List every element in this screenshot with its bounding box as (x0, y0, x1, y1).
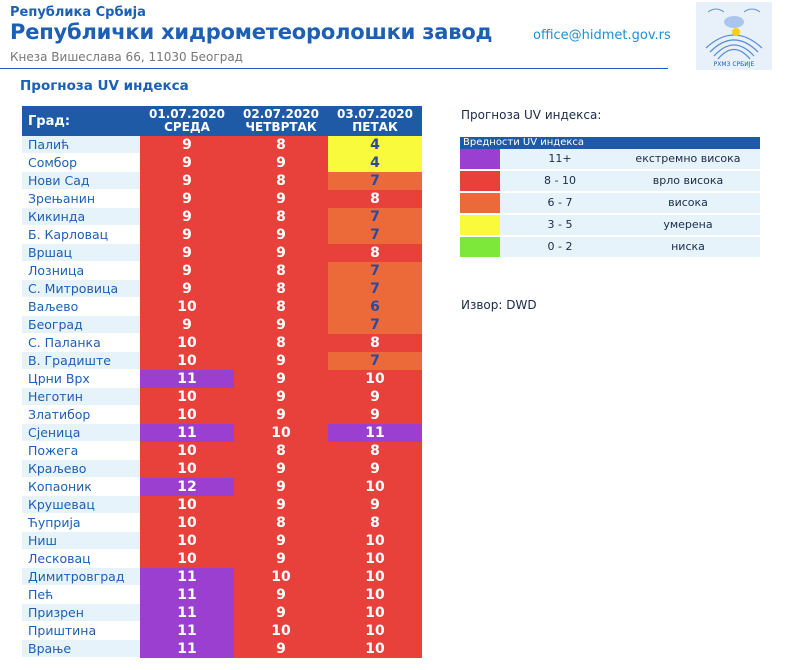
day-2-weekday: ЧЕТВРТАК (245, 120, 317, 134)
city-name: С. Митровица (22, 280, 140, 297)
city-name: Краљево (22, 460, 140, 477)
data-source: Извор: DWD (461, 298, 537, 312)
table-row (22, 460, 422, 478)
uv-value-day-3: 7 (328, 316, 422, 334)
table-row (22, 226, 422, 244)
uv-value-day-1: 12 (140, 478, 234, 496)
uv-value-day-2: 9 (234, 190, 328, 208)
city-name: Пожега (22, 442, 140, 459)
uv-value-day-1: 9 (140, 154, 234, 172)
uv-value-day-1: 10 (140, 442, 234, 460)
city-name: Сомбор (22, 154, 140, 171)
legend-range: 6 - 7 (547, 196, 573, 209)
legend-item (460, 237, 760, 257)
table-row (22, 442, 422, 460)
rhmz-logo-icon[interactable] (696, 2, 772, 70)
city-name: Крушевац (22, 496, 140, 513)
uv-value-day-1: 11 (140, 568, 234, 586)
uv-value-day-1: 11 (140, 370, 234, 388)
uv-value-day-1: 10 (140, 298, 234, 316)
city-name: Копаоник (22, 478, 140, 495)
day-3-date: 03.07.2020 (337, 107, 413, 121)
uv-value-day-1: 9 (140, 226, 234, 244)
uv-value-day-3: 7 (328, 226, 422, 244)
table-row (22, 550, 422, 568)
table-row (22, 154, 422, 172)
uv-value-day-2: 8 (234, 136, 328, 154)
legend-label: умерена (663, 218, 713, 231)
uv-value-day-3: 9 (328, 406, 422, 424)
uv-value-day-2: 9 (234, 640, 328, 658)
city-name: Димитровград (22, 568, 140, 585)
uv-value-day-3: 7 (328, 262, 422, 280)
uv-value-day-2: 9 (234, 370, 328, 388)
uv-value-day-3: 7 (328, 280, 422, 298)
uv-value-day-1: 10 (140, 460, 234, 478)
uv-value-day-2: 10 (234, 622, 328, 640)
uv-value-day-2: 8 (234, 208, 328, 226)
city-name: Кикинда (22, 208, 140, 225)
uv-value-day-3: 10 (328, 604, 422, 622)
uv-value-day-2: 9 (234, 244, 328, 262)
city-name: Ћуприја (22, 514, 140, 531)
uv-value-day-3: 7 (328, 172, 422, 190)
uv-value-day-2: 9 (234, 478, 328, 496)
uv-value-day-1: 10 (140, 532, 234, 550)
city-name: Приштина (22, 622, 140, 639)
city-name: Призрен (22, 604, 140, 621)
table-row (22, 262, 422, 280)
uv-value-day-2: 8 (234, 334, 328, 352)
legend-swatch (460, 171, 500, 191)
uv-value-day-1: 9 (140, 280, 234, 298)
uv-value-day-1: 10 (140, 406, 234, 424)
uv-value-day-2: 9 (234, 154, 328, 172)
uv-value-day-2: 9 (234, 496, 328, 514)
table-row (22, 406, 422, 424)
uv-value-day-2: 9 (234, 532, 328, 550)
uv-value-day-2: 10 (234, 568, 328, 586)
city-name: Нови Сад (22, 172, 140, 189)
header-divider (0, 68, 668, 69)
uv-value-day-1: 9 (140, 316, 234, 334)
day-3-header (329, 108, 421, 134)
table-row (22, 244, 422, 262)
city-name: Врање (22, 640, 140, 657)
uv-value-day-1: 9 (140, 208, 234, 226)
uv-value-day-2: 10 (234, 424, 328, 442)
email-link[interactable]: office@hidmet.gov.rs (533, 28, 671, 43)
uv-value-day-1: 9 (140, 262, 234, 280)
legend-label: екстремно висока (635, 152, 741, 165)
table-row (22, 424, 422, 442)
uv-value-day-3: 10 (328, 640, 422, 658)
uv-value-day-2: 9 (234, 406, 328, 424)
table-row (22, 208, 422, 226)
table-row (22, 388, 422, 406)
uv-value-day-3: 8 (328, 244, 422, 262)
table-row (22, 136, 422, 154)
uv-value-day-1: 11 (140, 622, 234, 640)
city-name: Неготин (22, 388, 140, 405)
uv-value-day-2: 9 (234, 352, 328, 370)
legend-title: Прогноза UV индекса: (461, 108, 602, 122)
uv-value-day-3: 10 (328, 622, 422, 640)
uv-value-day-1: 10 (140, 334, 234, 352)
uv-value-day-3: 7 (328, 352, 422, 370)
uv-value-day-3: 9 (328, 496, 422, 514)
uv-value-day-3: 7 (328, 208, 422, 226)
uv-value-day-3: 10 (328, 568, 422, 586)
city-name: С. Паланка (22, 334, 140, 351)
uv-value-day-3: 10 (328, 532, 422, 550)
uv-value-day-1: 10 (140, 550, 234, 568)
uv-value-day-1: 11 (140, 424, 234, 442)
uv-value-day-1: 11 (140, 586, 234, 604)
day-1-date: 01.07.2020 (149, 107, 225, 121)
uv-value-day-3: 4 (328, 154, 422, 172)
table-row (22, 586, 422, 604)
table-header (22, 106, 422, 136)
uv-value-day-3: 10 (328, 478, 422, 496)
table-row (22, 604, 422, 622)
uv-value-day-2: 9 (234, 226, 328, 244)
page-title: Прогноза UV индекса (20, 78, 189, 94)
city-column-header: Град: (28, 114, 71, 129)
uv-value-day-1: 10 (140, 352, 234, 370)
uv-value-day-2: 9 (234, 388, 328, 406)
uv-value-day-1: 9 (140, 190, 234, 208)
uv-value-day-1: 11 (140, 640, 234, 658)
city-name: Палић (22, 136, 140, 153)
uv-value-day-3: 8 (328, 514, 422, 532)
table-row (22, 532, 422, 550)
city-name: Црни Врх (22, 370, 140, 387)
legend-item (460, 215, 760, 235)
table-row (22, 514, 422, 532)
city-name: Ниш (22, 532, 140, 549)
city-name: Београд (22, 316, 140, 333)
day-3-weekday: ПЕТАК (352, 120, 398, 134)
logo-text: РХМЗ СРБИЈЕ (713, 61, 755, 68)
table-row (22, 334, 422, 352)
city-name: Вршац (22, 244, 140, 261)
uv-value-day-2: 9 (234, 586, 328, 604)
legend-item (460, 149, 760, 169)
uv-value-day-1: 9 (140, 172, 234, 190)
legend-item (460, 171, 760, 191)
city-name: Ваљево (22, 298, 140, 315)
republic-label: Република Србија (10, 5, 146, 20)
table-row (22, 190, 422, 208)
table-row (22, 622, 422, 640)
uv-value-day-3: 10 (328, 370, 422, 388)
city-name: Зрењанин (22, 190, 140, 207)
city-name: Лозница (22, 262, 140, 279)
legend-range: 11+ (548, 152, 572, 165)
institute-title[interactable]: Републички хидрометеоролошки завод (10, 20, 493, 44)
uv-value-day-1: 9 (140, 136, 234, 154)
uv-value-day-2: 8 (234, 262, 328, 280)
uv-value-day-2: 9 (234, 316, 328, 334)
uv-value-day-1: 10 (140, 388, 234, 406)
uv-value-day-1: 9 (140, 244, 234, 262)
table-row (22, 370, 422, 388)
uv-value-day-2: 8 (234, 298, 328, 316)
day-2-header (235, 108, 327, 134)
legend-swatch (460, 237, 500, 257)
uv-value-day-3: 8 (328, 190, 422, 208)
table-row (22, 280, 422, 298)
city-name: В. Градиште (22, 352, 140, 369)
table-row (22, 298, 422, 316)
day-2-date: 02.07.2020 (243, 107, 319, 121)
day-1-weekday: СРЕДА (164, 120, 210, 134)
table-row (22, 316, 422, 334)
table-row (22, 352, 422, 370)
uv-value-day-2: 8 (234, 514, 328, 532)
legend-label: врло висока (652, 174, 724, 187)
uv-value-day-3: 10 (328, 586, 422, 604)
uv-value-day-2: 9 (234, 550, 328, 568)
table-row (22, 496, 422, 514)
uv-value-day-3: 6 (328, 298, 422, 316)
uv-value-day-2: 8 (234, 172, 328, 190)
site-header (0, 0, 810, 75)
institute-address: Кнеза Вишеслава 66, 11030 Београд (10, 50, 243, 64)
uv-value-day-2: 9 (234, 604, 328, 622)
uv-value-day-3: 8 (328, 442, 422, 460)
table-row (22, 568, 422, 586)
uv-value-day-2: 9 (234, 460, 328, 478)
day-1-header (141, 108, 233, 134)
uv-value-day-3: 9 (328, 388, 422, 406)
uv-value-day-1: 11 (140, 604, 234, 622)
table-row (22, 172, 422, 190)
table-row (22, 640, 422, 658)
legend-header: Вредности UV индекса (460, 137, 760, 149)
uv-value-day-3: 10 (328, 550, 422, 568)
legend-swatch (460, 215, 500, 235)
legend-range: 0 - 2 (547, 240, 573, 253)
city-name: Б. Карловац (22, 226, 140, 243)
uv-value-day-3: 8 (328, 334, 422, 352)
table-row (22, 478, 422, 496)
city-name: Пећ (22, 586, 140, 603)
legend-label: ниска (671, 240, 705, 253)
legend-swatch (460, 193, 500, 213)
legend-range: 3 - 5 (547, 218, 573, 231)
uv-value-day-3: 11 (328, 424, 422, 442)
legend-label: висока (668, 196, 708, 209)
legend-swatch (460, 149, 500, 169)
uv-value-day-1: 10 (140, 514, 234, 532)
uv-value-day-3: 4 (328, 136, 422, 154)
city-name: Златибор (22, 406, 140, 423)
uv-value-day-2: 8 (234, 280, 328, 298)
uv-value-day-2: 8 (234, 442, 328, 460)
city-name: Сјеница (22, 424, 140, 441)
uv-value-day-3: 9 (328, 460, 422, 478)
uv-value-day-1: 10 (140, 496, 234, 514)
city-name: Лесковац (22, 550, 140, 567)
legend-range: 8 - 10 (544, 174, 576, 187)
legend-item (460, 193, 760, 213)
